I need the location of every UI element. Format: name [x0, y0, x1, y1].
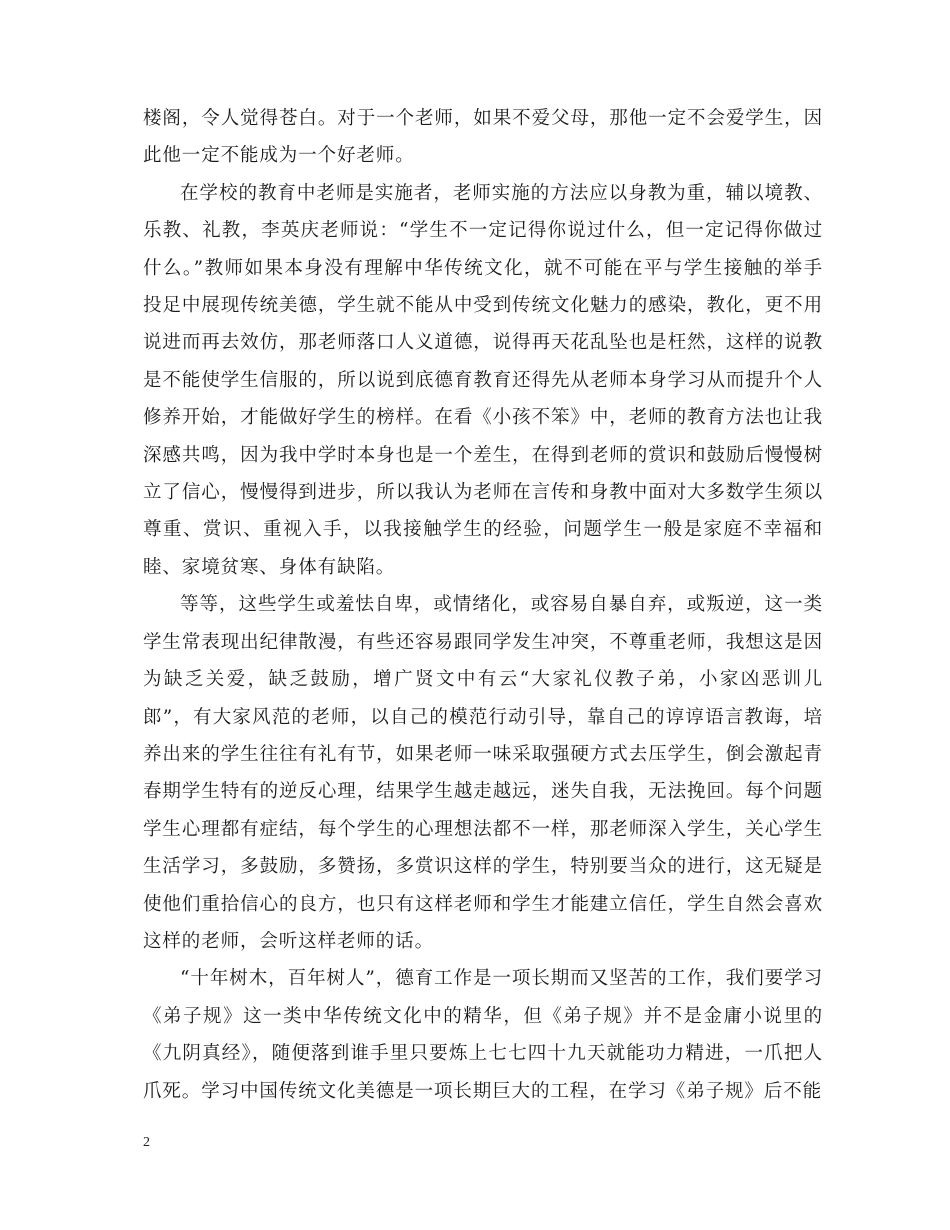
page-number: 2 [143, 1135, 150, 1150]
paragraph-2: 在学校的教育中老师是实施者，老师实施的方法应以身教为重，辅以境教、乐教、礼教，李英庆老师说：“学生不一定记得你说过什么，但一定记得你做过什么。”教师如果本身没有理解中华传统文化，就不可能在平与学生接触的举手投足中展现传统美德，学生就不能从中受到传统文化魅力的感染，教化，更不用说进而再去效仿，那老师落口人义道德，说得再天花乱坠也是枉然，这样的说教是不能使学生信服的，所以说到底德育教育还得先从老师本身学习从而提升个人修养开始，才能做好学生的榜样。在看《小孩不笨》中，老师的教育方法也让我深感共鸣，因为我中学时本身也是一个差生，在得到老师的赏识和鼓励后慢慢树立了信心，慢慢得到进步，所以我认为老师在言传和身教中面对大多数学生须以尊重、赏识、重视入手，以我接触学生的经验，问题学生一般是家庭不幸福和睦、家境贫寒、身体有缺陷。 [143, 182, 823, 578]
paragraph-1: 楼阁，令人觉得苍白。对于一个老师，如果不爱父母，那他一定不会爱学生，因此他一定不能成为一个好老师。 [143, 108, 823, 167]
paragraph-4: “十年树木，百年树人”，德育工作是一项长期而又坚苦的工作，我们要学习《弟子规》这一类中华传统文化中的精华，但《弟子规》并不是金庸小说里的《九阴真经》，随便落到谁手里只要炼上七七四十九天就能功力精进，一爪把人爪死。学习中国传统文化美德是一项长期巨大的工程，在学习《弟子规》后不能 [143, 968, 823, 1102]
paragraph-3: 等等，这些学生或羞怯自卑，或情绪化，或容易自暴自弃，或叛逆，这一类学生常表现出纪律散漫，有些还容易跟同学发生冲突，不尊重老师，我想这是因为缺乏关爱，缺乏鼓励，增广贤文中有云“大家礼仪教子弟，小家凶恶训儿郎”，有大家风范的老师，以自己的模范行动引导，靠自己的谆谆语言教诲，培养出来的学生往往有礼有节，如果老师一味采取强硬方式去压学生，倒会激起青春期学生特有的逆反心理，结果学生越走越远，迷失自我，无法挽回。每个问题学生心理都有症结，每个学生的心理想法都不一样，那老师深入学生，关心学生生活学习，多鼓励，多赞扬，多赏识这样的学生，特别要当众的进行，这无疑是使他们重拾信心的良方，也只有这样老师和学生才能建立信任，学生自然会喜欢这样的老师，会听这样老师的话。 [143, 594, 823, 952]
document-page [143, 100, 823, 1110]
